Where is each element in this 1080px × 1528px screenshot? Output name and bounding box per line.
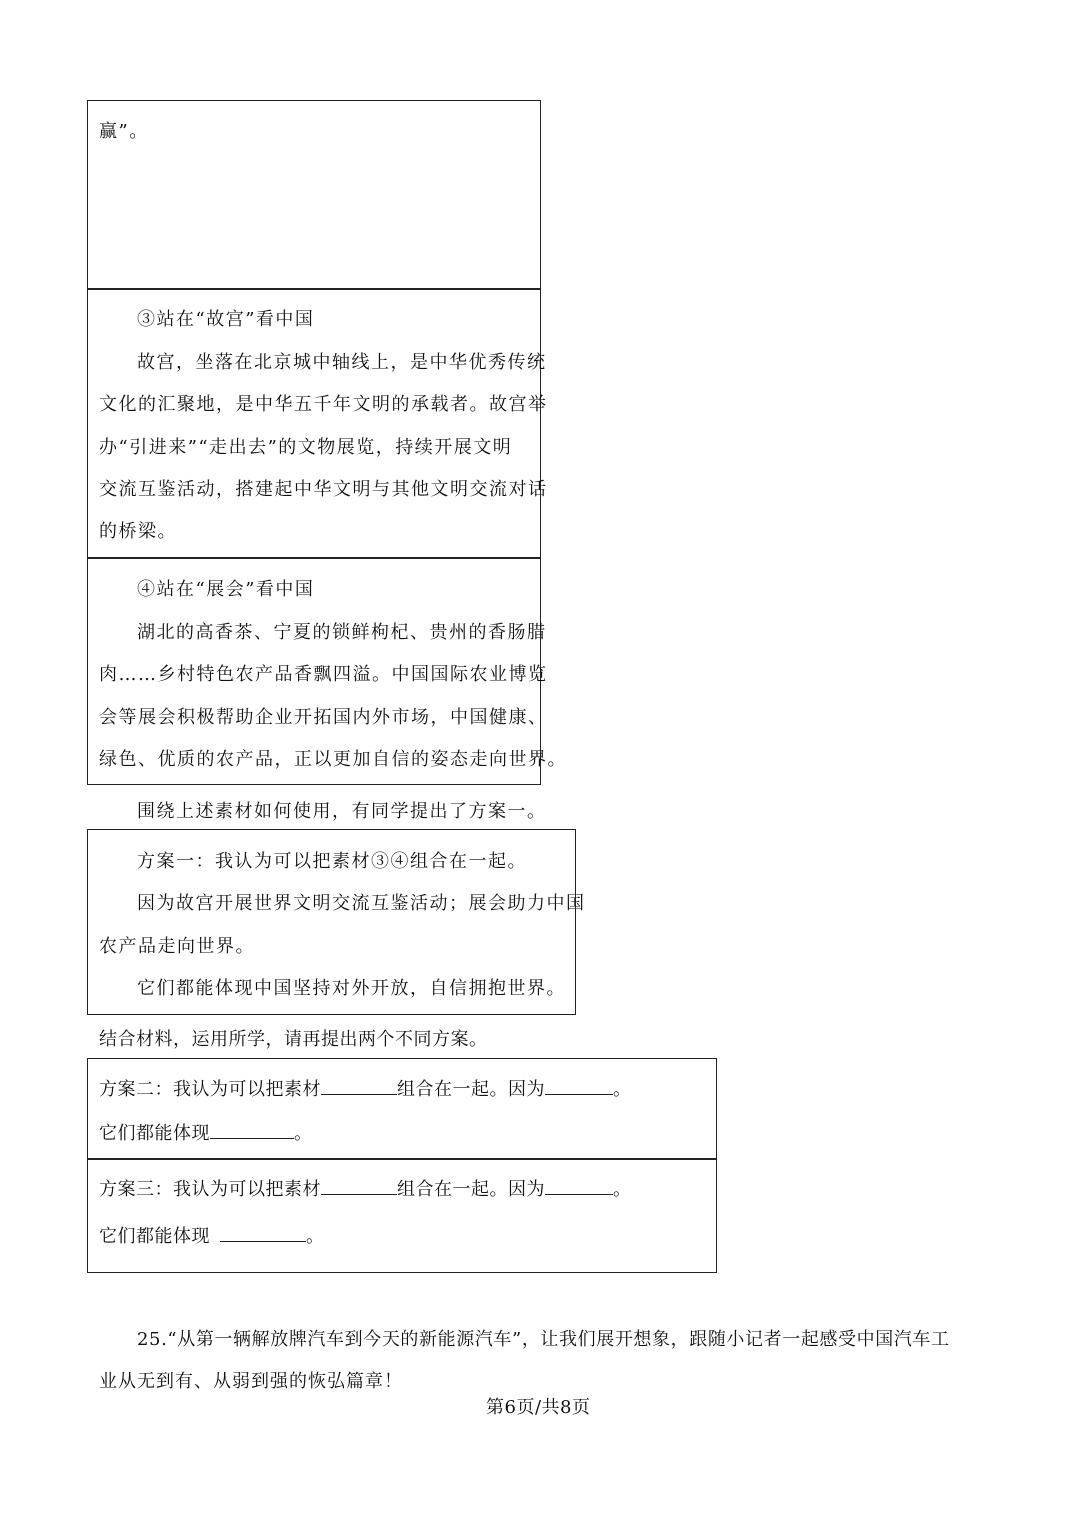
page-footer: 第6页/共8页 <box>486 1397 591 1418</box>
plan3-text-d: 它们都能体现 <box>99 1226 210 1247</box>
plan1-line: 因为故宫开展世界文明交流互鉴活动；展会助力中国 <box>137 893 586 914</box>
material3-line: 的桥梁。 <box>99 521 177 542</box>
material-box-continued <box>87 100 541 290</box>
plan2-reason-blank[interactable] <box>545 1093 613 1095</box>
plan2-text-d: 它们都能体现 <box>99 1123 210 1144</box>
plan3-text-e: 。 <box>306 1226 325 1247</box>
plan2-text-a: 方案二：我认为可以把素材 <box>99 1079 321 1100</box>
plan-intro: 围绕上述素材如何使用，有同学提出了方案一。 <box>137 801 547 822</box>
plan2-reflect-blank[interactable] <box>210 1137 294 1139</box>
material3-title: ③站在“故宫”看中国 <box>137 309 315 330</box>
plan2-materials-blank[interactable] <box>321 1093 397 1095</box>
plan1-line: 农产品走向世界。 <box>99 936 255 957</box>
plan2-text-b: 组合在一起。因为 <box>397 1079 545 1100</box>
material3-line: 文化的汇聚地，是中华五千年文明的承载者。故宫举 <box>99 394 548 415</box>
plan3-text-a: 方案三：我认为可以把素材 <box>99 1179 321 1200</box>
plan3-reflect-blank[interactable] <box>220 1240 306 1242</box>
material4-line: 绿色、优质的农产品，正以更加自信的姿态走向世界。 <box>99 749 567 770</box>
plan2-text-e: 。 <box>294 1123 313 1144</box>
plan3-materials-blank[interactable] <box>321 1193 397 1195</box>
material4-line: 肉……乡村特色农产品香飘四溢。中国国际农业博览 <box>99 664 548 685</box>
material4-title: ④站在“展会”看中国 <box>137 579 315 600</box>
question-prompt: 结合材料，运用所学，请再提出两个不同方案。 <box>99 1029 488 1050</box>
plan3-line2 <box>99 1222 325 1248</box>
plan3-text-b: 组合在一起。因为 <box>397 1179 545 1200</box>
material-continued-text: 赢”。 <box>99 121 149 142</box>
material3-line: 交流互鉴活动，搭建起中华文明与其他文明交流对话 <box>99 479 548 500</box>
material4-line: 会等展会积极帮助企业开拓国内外市场，中国健康、 <box>99 707 548 728</box>
material3-line: 故宫，坐落在北京城中轴线上，是中华优秀传统 <box>137 352 547 373</box>
plan2-line1 <box>99 1075 632 1101</box>
plan3-reason-blank[interactable] <box>545 1193 613 1195</box>
plan2-text-c: 。 <box>613 1079 632 1100</box>
plan1-line: 它们都能体现中国坚持对外开放，自信拥抱世界。 <box>137 978 566 999</box>
plan1-line: 方案一：我认为可以把素材③④组合在一起。 <box>137 851 527 872</box>
material3-line: 办“引进来”“走出去”的文物展览，持续开展文明 <box>99 437 513 458</box>
material4-line: 湖北的高香茶、宁夏的锁鲜枸杞、贵州的香肠腊 <box>137 622 547 643</box>
plan3-line1 <box>99 1175 632 1201</box>
question-25-line1: 25.“从第一辆解放牌汽车到今天的新能源汽车”，让我们展开想象，跟随小记者一起感受中国汽车工 <box>137 1329 950 1350</box>
question-25-line2: 业从无到有、从弱到强的恢弘篇章！ <box>99 1371 403 1392</box>
plan2-line2 <box>99 1119 313 1145</box>
plan3-text-c: 。 <box>613 1179 632 1200</box>
